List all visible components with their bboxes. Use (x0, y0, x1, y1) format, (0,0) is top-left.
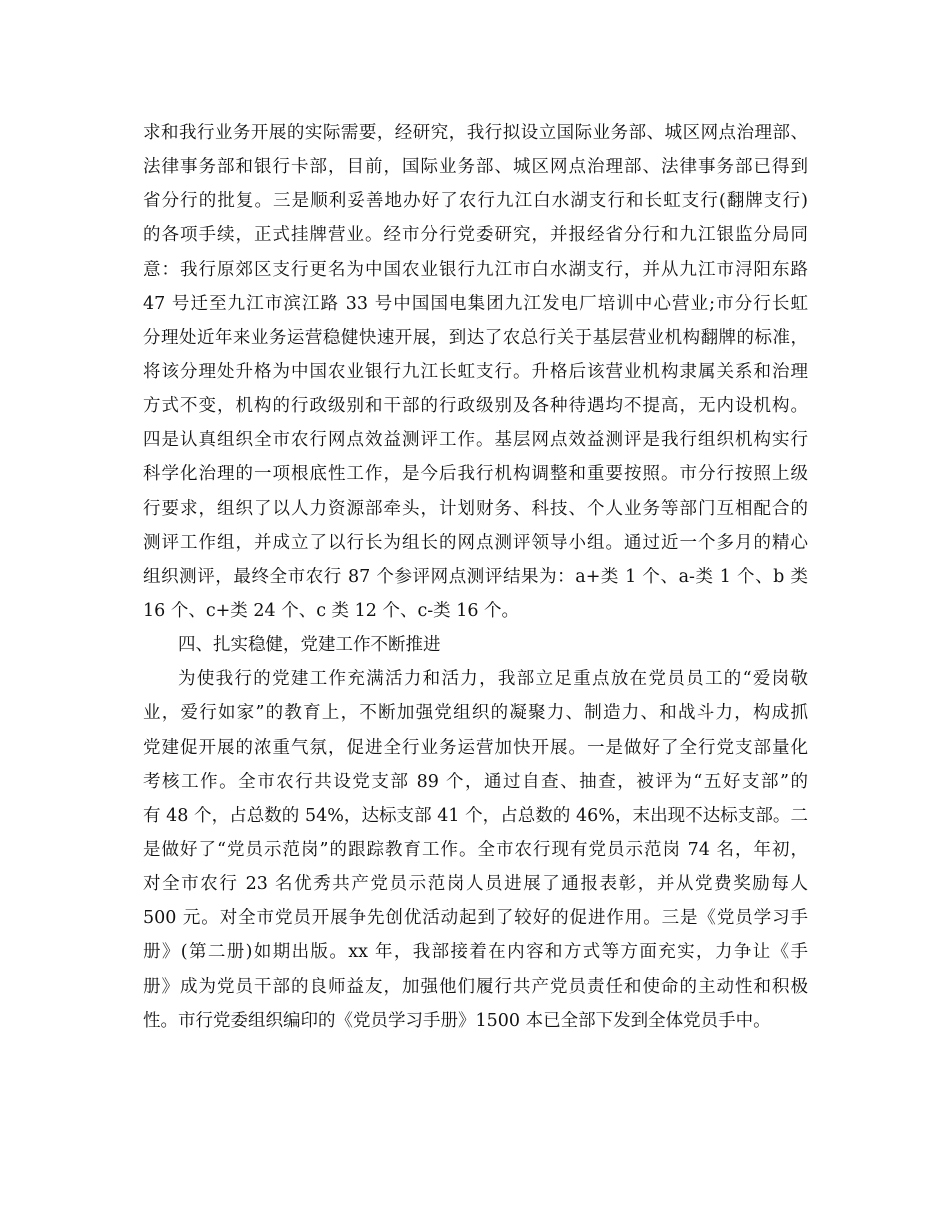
text-line: 省分行的批复。三是顺利妥善地办好了农行九江白水湖支行和长虹支行(翻牌支行) (143, 191, 808, 212)
text-line: 四是认真组织全市农行网点效益测评工作。基层网点效益测评是我行组织机构实行 (143, 430, 808, 451)
section-heading: 四、扎实稳健，党建工作不断推进 (178, 635, 441, 656)
text-line: 有 48 个，占总数的 54%，达标支部 41 个，占总数的 46%，末出现不达标支部。二 (143, 805, 808, 826)
text-line: 组织测评，最终全市农行 87 个参评网点测评结果为：a+类 1 个、a-类 1 个、b 类 (143, 566, 808, 587)
text-line: 法律事务部和银行卡部，目前，国际业务部、城区网点治理部、法律事务部已得到 (143, 157, 808, 178)
text-line: 500 元。对全市党员开展争先创优活动起到了较好的促进作用。三是《党员学习手 (143, 908, 808, 929)
text-line: 是做好了“党员示范岗”的跟踪教育工作。全市农行现有党员示范岗 74 名，年初， (143, 839, 808, 860)
text-line: 行要求，组织了以人力资源部牵头，计划财务、科技、个人业务等部门互相配合的 (143, 498, 808, 519)
text-line: 业，爱行如家”的教育上，不断加强党组织的凝聚力、制造力、和战斗力，构成抓 (143, 703, 808, 724)
text-line: 的各项手续，正式挂牌营业。经市分行党委研究，并报经省分行和九江银监分局同 (143, 225, 808, 246)
text-line: 册》成为党员干部的良师益友，加强他们履行共产党员责任和使命的主动性和积极 (143, 976, 808, 997)
body-text (143, 116, 808, 1038)
text-line: 16 个、c+类 24 个、c 类 12 个、c-类 16 个。 (143, 600, 520, 621)
text-line: 将该分理处升格为中国农业银行九江长虹支行。升格后该营业机构隶属关系和治理 (143, 361, 808, 382)
text-line: 党建促开展的浓重气氛，促进全行业务运营加快开展。一是做好了全行党支部量化 (143, 737, 808, 758)
text-line: 方式不变，机构的行政级别和干部的行政级别及各种待遇均不提高，无内设机构。 (143, 396, 808, 417)
text-line: 册》(第二册)如期出版。xx 年，我部接着在内容和方式等方面充实，力争让《手 (143, 942, 808, 963)
text-line: 性。市行党委组织编印的《党员学习手册》1500 本已全部下发到全体党员手中。 (143, 1010, 771, 1031)
text-line: 意：我行原郊区支行更名为中国农业银行九江市白水湖支行，并从九江市浔阳东路 (143, 259, 808, 280)
text-line: 考核工作。全市农行共设党支部 89 个，通过自查、抽查，被评为“五好支部”的 (143, 771, 808, 792)
text-line: 47 号迁至九江市滨江路 33 号中国国电集团九江发电厂培训中心营业;市分行长虹 (143, 293, 808, 314)
text-line: 对全市农行 23 名优秀共产党员示范岗人员进展了通报表彰，并从党费奖励每人 (143, 874, 808, 895)
text-line: 测评工作组，并成立了以行长为组长的网点测评领导小组。通过近一个多月的精心 (143, 532, 808, 553)
text-line: 科学化治理的一项根底性工作，是今后我行机构调整和重要按照。市分行按照上级 (143, 464, 808, 485)
text-line: 为使我行的党建工作充满活力和活力，我部立足重点放在党员员工的“爱岗敬 (178, 669, 808, 690)
text-line: 求和我行业务开展的实际需要，经研究，我行拟设立国际业务部、城区网点治理部、 (143, 123, 808, 143)
text-line: 分理处近年来业务运营稳健快速开展，到达了农总行关于基层营业机构翻牌的标准， (143, 327, 808, 348)
